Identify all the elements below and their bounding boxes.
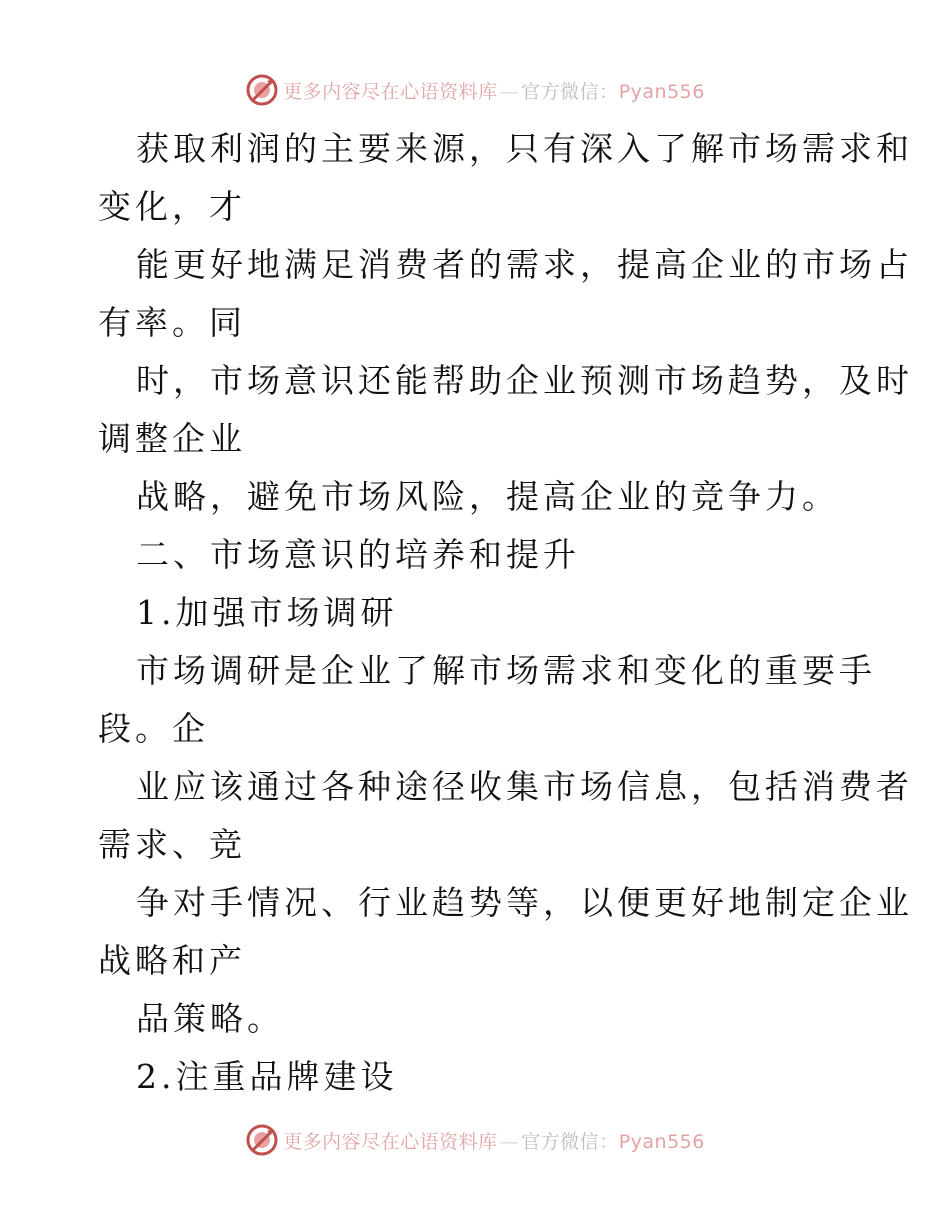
text-line: 段。企 [98,709,209,748]
watermark-footer [0,1120,950,1160]
watermark-official: 官方微信： [521,1130,619,1153]
text-line: 调整企业 [98,419,246,458]
text-line: 能更好地满足消费者的需求，提高企业的市场占 [136,245,913,284]
text-line: 变化，才 [98,187,246,226]
text-line: 战略，避免市场风险，提高企业的竞争力。 [136,477,839,516]
text-line: 有率。同 [98,303,246,342]
text-line: 时，市场意识还能帮助企业预测市场趋势，及时 [136,361,913,400]
text-line: 战略和产 [98,941,246,980]
text-line: 争对手情况、行业趋势等，以便更好地制定企业 [136,883,913,922]
logo-seal-icon [245,1123,279,1157]
watermark-brand: 更多内容尽在心语资料库 [283,1130,498,1153]
subsection-heading: 1.加强市场调研 [136,593,398,632]
watermark-text [283,1127,705,1154]
text-line: 获取利润的主要来源，只有深入了解市场需求和 [136,129,913,168]
watermark-brand: 更多内容尽在心语资料库 [283,80,498,103]
watermark-wechat-id: Pyan556 [618,1130,705,1153]
watermark-header [0,70,950,110]
subsection-heading: 2.注重品牌建设 [136,1057,398,1096]
logo-seal-icon [245,73,279,107]
text-line: 品策略。 [136,999,284,1038]
watermark-dash: — [499,1130,520,1153]
watermark-wechat-id: Pyan556 [618,80,705,103]
watermark-official: 官方微信： [521,80,619,103]
section-heading: 二、市场意识的培养和提升 [136,535,580,574]
watermark-dash: — [499,80,520,103]
text-line: 需求、竞 [98,825,246,864]
document-body [98,120,913,1106]
watermark-text [283,77,705,104]
text-line: 市场调研是企业了解市场需求和变化的重要手 [136,651,876,690]
text-line: 业应该通过各种途径收集市场信息，包括消费者 [136,767,913,806]
